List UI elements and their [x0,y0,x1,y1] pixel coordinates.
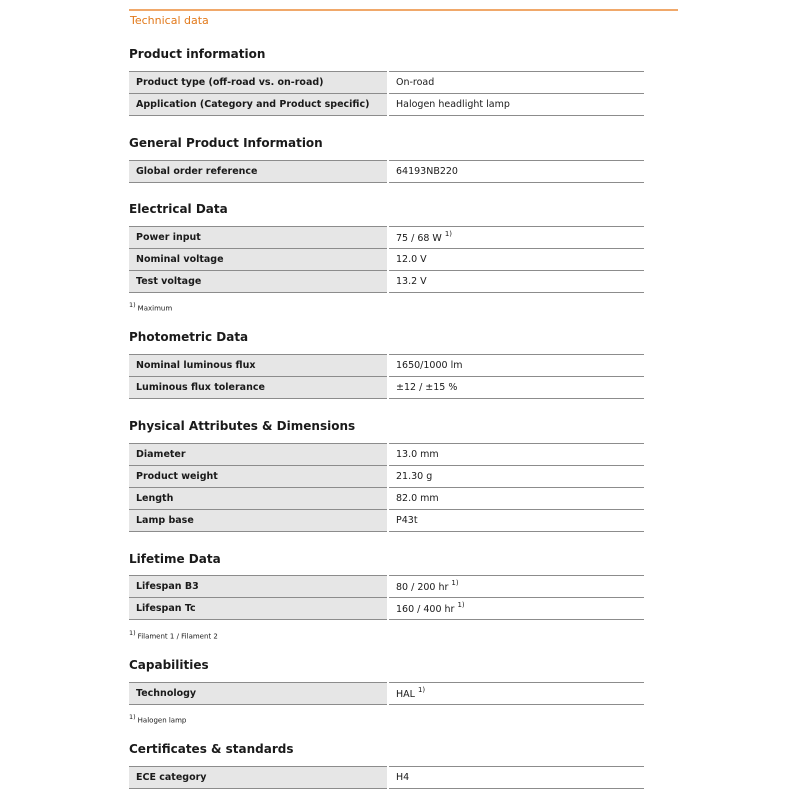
spec-value-text: 160 / 400 hr [396,604,455,616]
section-title: Capabilities [129,658,209,672]
spec-label: Luminous flux tolerance [129,377,388,399]
footnote [129,713,186,724]
spec-value-text: 21.30 g [396,471,433,482]
page-title: Technical data [130,14,209,27]
table-row [129,576,644,598]
spec-value-text: 13.0 mm [396,449,439,460]
footnote-text: Filament 1 / Filament 2 [137,632,218,641]
spec-label: Test voltage [129,271,388,293]
spec-value-text: H4 [396,772,410,783]
spec-table [129,226,644,293]
section-title: Certificates & standards [129,742,294,756]
footnote-marker: 1) [129,713,136,721]
footnote [129,301,172,312]
spec-table [129,766,644,789]
spec-label: Technology [129,683,388,705]
spec-label: Lamp base [129,510,388,532]
footnote-ref: 1) [444,229,453,238]
table-row [129,227,644,249]
table-row [129,72,644,94]
spec-label: Diameter [129,444,388,466]
spec-value-text: HAL [396,689,415,701]
spec-value [388,488,644,510]
footnote-text: Halogen lamp [137,716,187,725]
section-title: Physical Attributes & Dimensions [129,419,356,433]
spec-value [388,510,644,532]
spec-label: Application (Category and Product specific) [129,94,388,116]
spec-value [388,444,644,466]
footnote-ref: 1) [451,578,459,587]
spec-label: Lifespan Tc [129,598,388,620]
table-row [129,598,644,620]
footnote [129,629,218,640]
spec-value-text: On-road [396,77,435,88]
spec-table [129,354,644,399]
spec-value [388,377,644,399]
table-row [129,161,644,183]
spec-label: Global order reference [129,161,388,183]
spec-value-text: 64193NB220 [396,166,458,177]
table-row [129,683,644,705]
spec-value [388,355,644,377]
spec-table [129,160,644,183]
spec-value [388,767,644,789]
table-row [129,94,644,116]
spec-value-text: 12.0 V [396,254,427,265]
spec-table [129,71,644,116]
spec-table [129,575,644,620]
spec-value-text: P43t [396,515,418,526]
spec-value [388,249,644,271]
footnote-marker: 1) [129,629,136,637]
table-row [129,767,644,789]
table-row [129,355,644,377]
spec-value [388,161,644,183]
spec-value [388,227,644,249]
spec-value [388,72,644,94]
spec-label: Product weight [129,466,388,488]
section-title: Photometric Data [129,330,249,344]
spec-label: ECE category [129,767,388,789]
footnote-text: Maximum [137,304,173,313]
table-row [129,271,644,293]
footnote-ref: 1) [417,685,426,694]
spec-value [388,271,644,293]
spec-value-text: 75 / 68 W [396,233,442,245]
section-title: Product information [129,47,266,61]
section-title: Electrical Data [129,202,228,216]
spec-value-text: 80 / 200 hr [396,582,449,594]
table-row [129,510,644,532]
footnote-ref: 1) [457,600,465,609]
spec-label: Nominal luminous flux [129,355,388,377]
spec-value [388,598,644,620]
table-row [129,377,644,399]
spec-label: Length [129,488,388,510]
spec-value [388,466,644,488]
spec-value [388,94,644,116]
spec-value-text: 82.0 mm [396,493,439,504]
spec-value-text: 1650/1000 lm [396,360,463,371]
spec-value [388,576,644,598]
table-row [129,488,644,510]
spec-value-text: 13.2 V [396,276,427,287]
section-title: Lifetime Data [129,552,221,566]
table-row [129,249,644,271]
table-row [129,444,644,466]
spec-value-text: ±12 / ±15 % [396,382,458,393]
header-accent-rule [129,9,678,11]
spec-label: Power input [129,227,388,249]
spec-label: Lifespan B3 [129,576,388,598]
footnote-marker: 1) [129,301,136,309]
spec-table [129,682,644,705]
section-title: General Product Information [129,136,323,150]
spec-table [129,443,644,532]
spec-value-text: Halogen headlight lamp [396,99,510,110]
table-row [129,466,644,488]
spec-label: Nominal voltage [129,249,388,271]
spec-label: Product type (off-road vs. on-road) [129,72,388,94]
spec-value [388,683,644,705]
